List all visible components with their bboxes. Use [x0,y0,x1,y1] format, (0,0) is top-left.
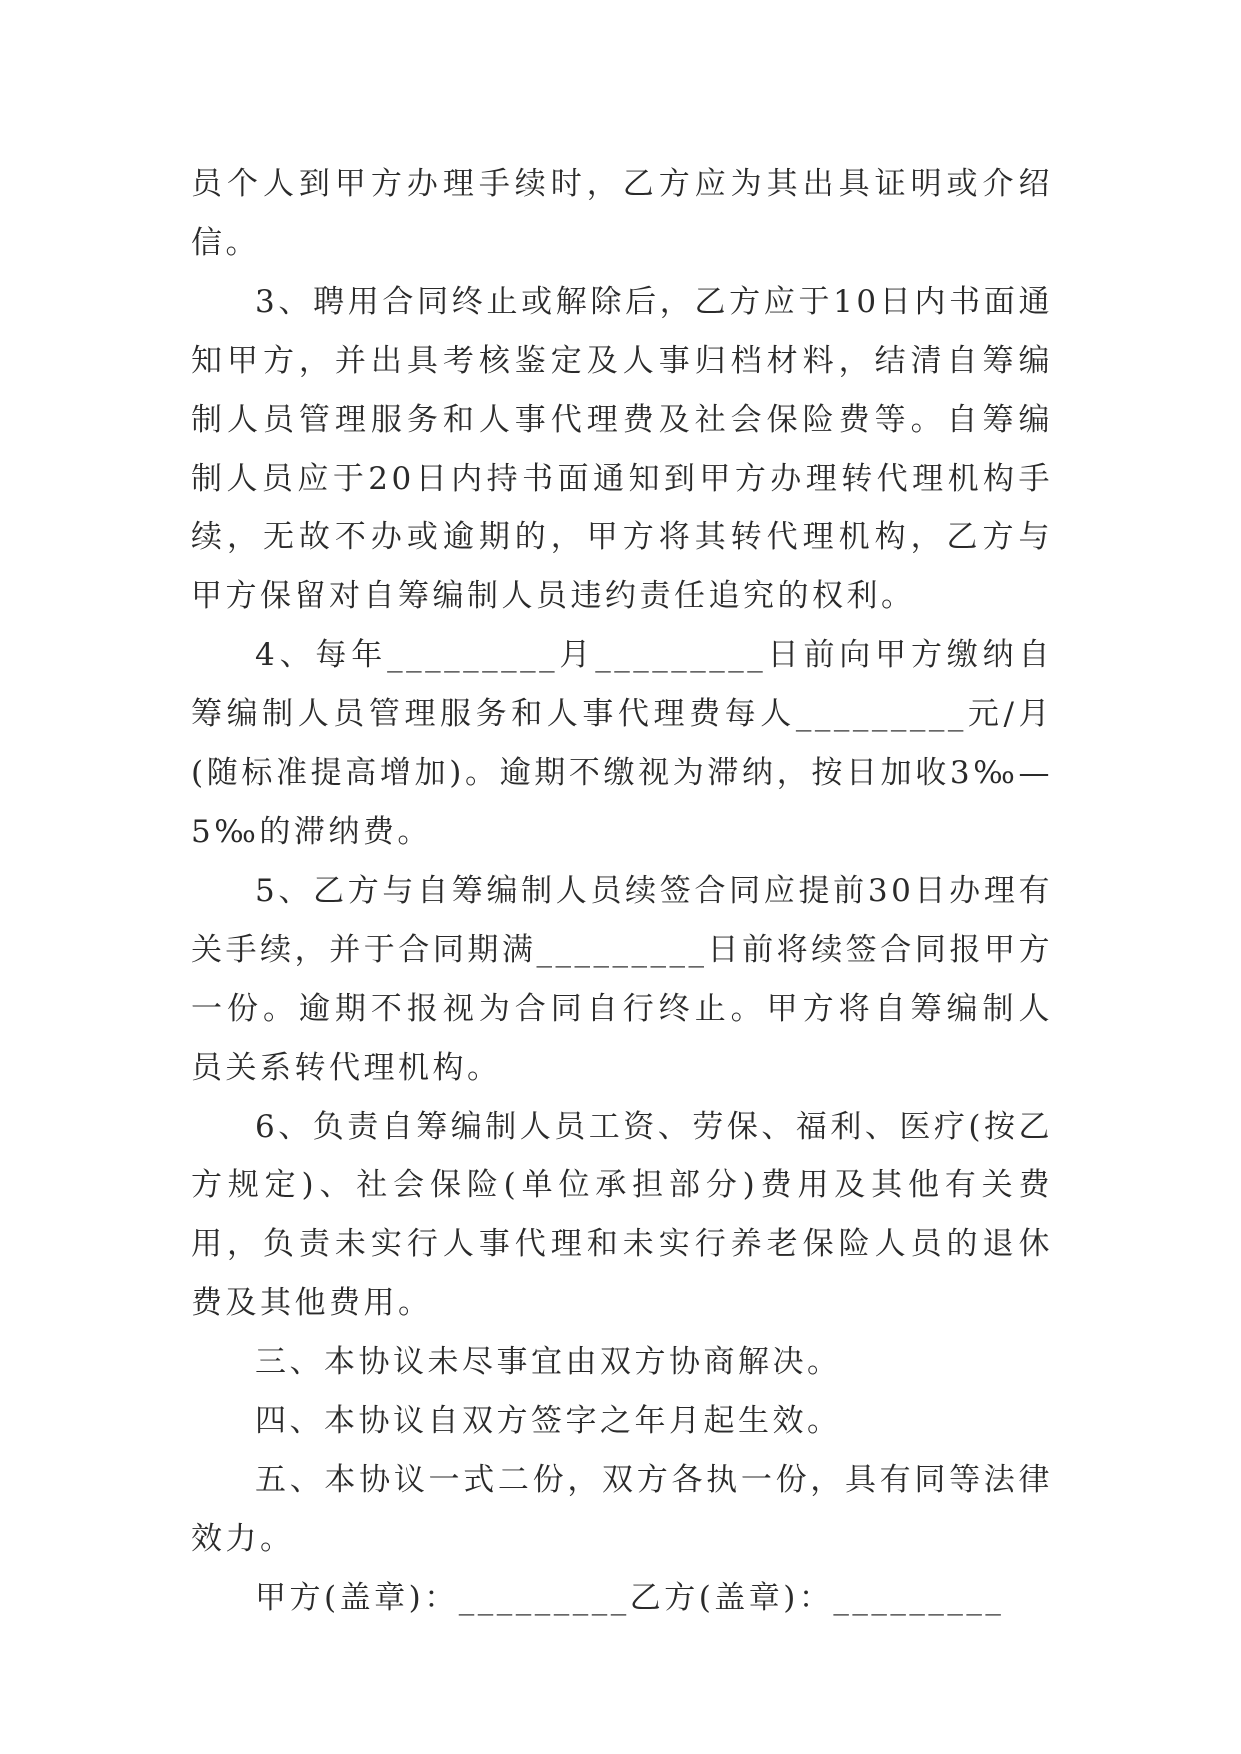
document-body [191,155,1053,1628]
paragraph-clause-6: 6、负责自筹编制人员工资、劳保、福利、医疗(按乙方规定)、社会保险(单位承担部分)费用及其他有关费用，负责未实行人事代理和未实行养老保险人员的退休费及其他费用。 [191,1108,1053,1322]
paragraph-clause-3: 3、聘用合同终止或解除后，乙方应于10日内书面通知甲方，并出具考核鉴定及人事归档材料，结清自筹编制人员管理服务和人事代理费及社会保险费等。自筹编制人员应于20日内持书面通知到甲方办理转代理机构手续，无故不办或逾期的，甲方将其转代理机构，乙方与甲方保留对自筹编制人员违约责任追究的权利。 [191,283,1053,615]
signature-line: 甲方(盖章)：_________乙方(盖章)：_________ [255,1579,1005,1616]
paragraph-article-5: 五、本协议一式二份，双方各执一份，具有同等法律效力。 [191,1461,1053,1557]
paragraph-continuation: 员个人到甲方办理手续时，乙方应为其出具证明或介绍信。 [191,166,1053,261]
paragraph-clause-5: 5、乙方与自筹编制人员续签合同应提前30日办理有关手续，并于合同期满_________日前将续签合同报甲方一份。逾期不报视为合同自行终止。甲方将自筹编制人员关系转代理机构。 [191,872,1053,1086]
paragraph-article-3: 三、本协议未尽事宜由双方协商解决。 [255,1344,842,1381]
paragraph-article-4: 四、本协议自双方签字之年月起生效。 [255,1403,842,1440]
paragraph-clause-4: 4、每年_________月_________日前向甲方缴纳自筹编制人员管理服务和人事代理费每人_________元/月(随标准提高增加)。逾期不缴视为滞纳，按日加收3‰—5‰的滞纳费。 [191,637,1053,850]
